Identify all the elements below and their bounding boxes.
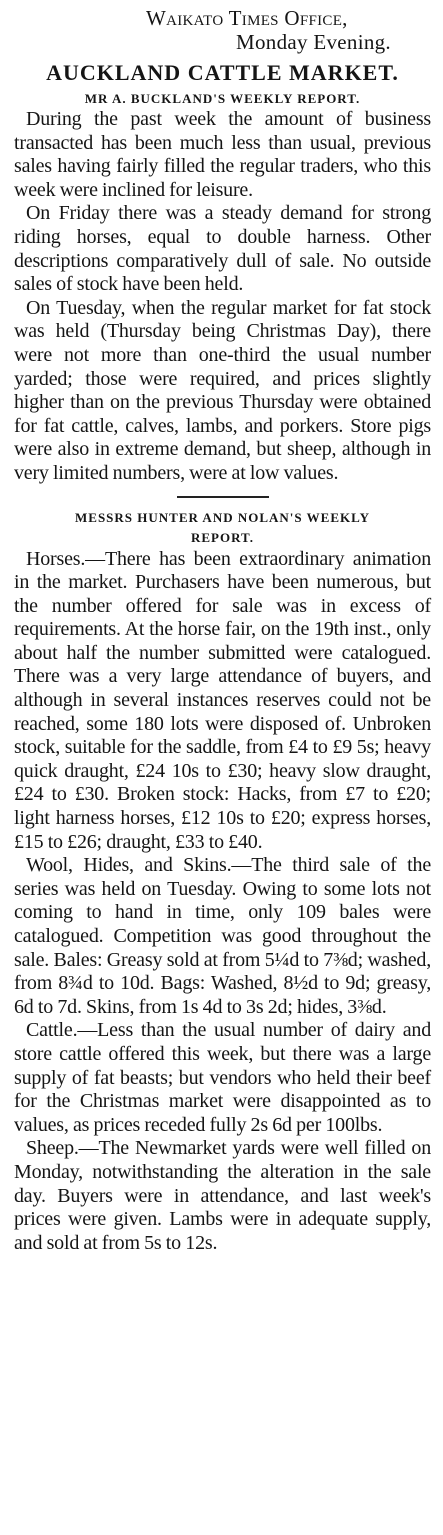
report-byline: MR A. BUCKLAND'S WEEKLY REPORT. <box>84 91 361 106</box>
report-paragraph: On Tuesday, when the regular market for fat stock was held (Thursday being Christmas Day), there were not more than one-third the usual number yarded; those were required, and prices slightly higher than on the previous Thursday were obtained for fat cattle, calves, lambs, and porkers. Store pigs were also in extreme demand, but sheep, although in very limited numbers, were at low values. <box>14 296 431 484</box>
cattle-paragraph: Cattle.—Less than the usual number of dairy and store cattle offered this week, but there was a large supply of fat beasts; but vendors who held their beef for the Christmas market were disappointed as to values, as prices receded fully 2s 6d per 100lbs. <box>14 1019 431 1136</box>
horses-paragraph: Horses.—There has been extraordinary animation in the market. Purchasers have been numerous, but the number offered for sale was in excess of requirements. At the horse fair, on the 19th inst., only about half the number submitted were catalogued. There was a very large attendance of buyers, and although in several instances reserves could not be reached, some 180 lots were disposed of. Unbroken stock, suitable for the saddle, from £4 to £9 5s; heavy quick draught, £24 10s to £30; heavy slow draught, £24 to £30. Broken stock: Hacks, from £7 to £20; light harness horses, £12 10s to £20; express horses, £15 to £26; draught, £33 to £40. <box>14 547 431 853</box>
hunter-nolan-report <box>14 508 431 1256</box>
report-byline: MESSRS HUNTER AND NOLAN'S WEEKLY <box>75 509 370 525</box>
report-paragraph: During the past week the amount of business transacted has been much less than usual, previous sales having fairly filled the regular traders, who this week were inclined for leisure. <box>14 108 431 201</box>
buckland-report <box>14 90 431 486</box>
article-title: AUCKLAND CATTLE MARKET. <box>46 60 399 85</box>
sheep-paragraph: Sheep.—The Newmarket yards were well filled on Monday, notwithstanding the alteration in the sale day. Buyers were in attendance, and last week's prices were given. Lambs were in adequate supply, and sold at from 5s to 12s. <box>14 1137 431 1254</box>
dateline-office: Waikato Times Office, <box>146 6 348 30</box>
dateline-time: Monday Evening. <box>236 30 391 54</box>
report-byline-continued: REPORT. <box>191 529 254 545</box>
section-divider <box>177 496 269 498</box>
wool-paragraph: Wool, Hides, and Skins.—The third sale of the series was held on Tuesday. Owing to some lots not coming to hand in time, only 109 bales were catalogued. Competition was good throughout the sale. Bales: Greasy sold at from 5¼d to 7⅜d; washed, from 8¾d to 10d. Bags: Washed, 8½d to 9d; greasy, 6d to 7d. Skins, from 1s 4d to 3s 2d; hides, 3⅜d. <box>14 854 431 1018</box>
dateline <box>14 6 431 54</box>
report-paragraph: On Friday there was a steady demand for strong riding horses, equal to double harness. Other descriptions comparatively dull of sale. No outside sales of stock have been held. <box>14 202 431 296</box>
